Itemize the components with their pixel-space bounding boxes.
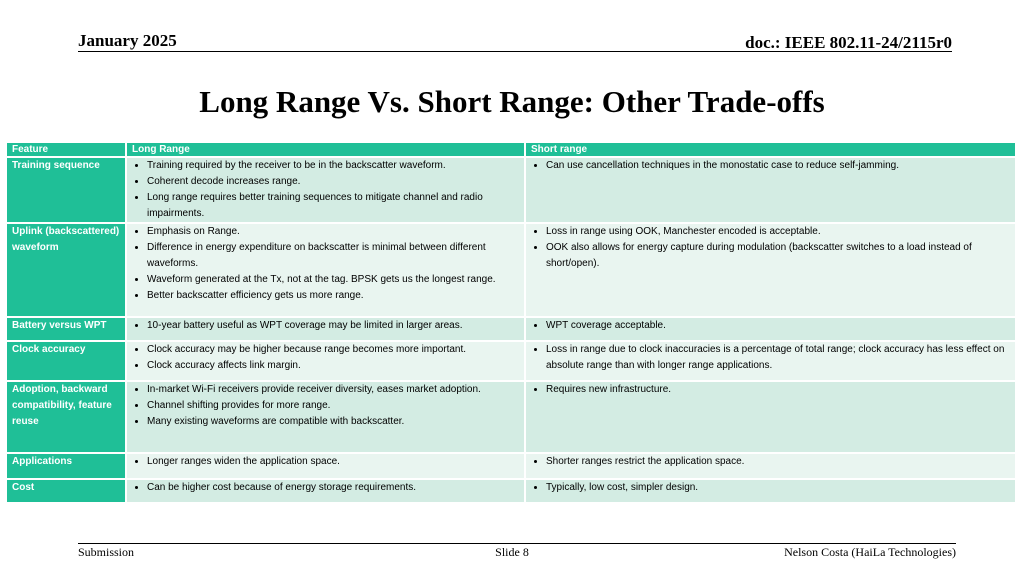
list-item: • Requires new infrastructure. xyxy=(546,382,1011,398)
col-header-feature: Feature xyxy=(7,143,127,158)
list-item: • Training required by the receiver to be in the backscatter waveform. xyxy=(147,158,520,174)
footer-divider xyxy=(78,543,956,544)
long-range-cell xyxy=(127,480,526,504)
long-range-cell xyxy=(127,454,526,480)
list-item: • Can use cancellation techniques in the monostatic case to reduce self-jamming. xyxy=(546,158,1011,174)
footer-slide-number: Slide 8 xyxy=(495,545,529,559)
col-header-long-range: Long Range xyxy=(127,143,526,158)
table-row xyxy=(7,224,1017,318)
short-range-cell xyxy=(526,382,1017,454)
feature-cell: Training sequence xyxy=(7,158,127,224)
list-item: • Shorter ranges restrict the application space. xyxy=(546,454,1011,470)
list-item: • Long range requires better training sequences to mitigate channel and radio impairments. xyxy=(147,190,520,222)
header-date: January 2025 xyxy=(78,31,177,50)
table-row xyxy=(7,342,1017,382)
feature-cell: Clock accuracy xyxy=(7,342,127,382)
footer-submission: Submission xyxy=(78,545,135,559)
list-item: • Emphasis on Range. xyxy=(147,224,520,240)
list-item: • Clock accuracy may be higher because range becomes more important. xyxy=(147,342,520,358)
list-item: • Difference in energy expenditure on backscatter is minimal between different waveforms. xyxy=(147,240,520,272)
list-item: • Coherent decode increases range. xyxy=(147,174,520,190)
header-divider xyxy=(78,51,952,52)
list-item: • In-market Wi-Fi receivers provide receiver diversity, eases market adoption. xyxy=(147,382,520,398)
short-range-cell xyxy=(526,480,1017,504)
footer-author: Nelson Costa (HaiLa Technologies) xyxy=(784,545,956,559)
list-item: • Waveform generated at the Tx, not at the tag. BPSK gets us the longest range. xyxy=(147,272,520,288)
long-range-cell xyxy=(127,342,526,382)
short-range-cell xyxy=(526,454,1017,480)
table-row xyxy=(7,382,1017,454)
list-item: • Channel shifting provides for more range. xyxy=(147,398,520,414)
short-range-cell xyxy=(526,318,1017,342)
col-header-short-range: Short range xyxy=(526,143,1017,158)
table-row xyxy=(7,318,1017,342)
list-item: • OOK also allows for energy capture during modulation (backscatter switches to a load instead of short/open). xyxy=(546,240,1011,272)
list-item: • Loss in range due to clock inaccuracies is a percentage of total range; clock accuracy has less effect on absolute range than with longer range applications. xyxy=(546,342,1011,374)
list-item: • Longer ranges widen the application space. xyxy=(147,454,520,470)
short-range-cell xyxy=(526,224,1017,318)
slide-title: Long Range Vs. Short Range: Other Trade-offs xyxy=(199,84,825,119)
table-row xyxy=(7,158,1017,224)
table-row xyxy=(7,480,1017,504)
tradeoffs-table xyxy=(7,143,1017,504)
list-item: • Can be higher cost because of energy storage requirements. xyxy=(147,480,520,496)
list-item: • Better backscatter efficiency gets us more range. xyxy=(147,288,520,304)
long-range-cell xyxy=(127,224,526,318)
list-item: • 10-year battery useful as WPT coverage may be limited in larger areas. xyxy=(147,318,520,334)
header-doc-id: doc.: IEEE 802.11-24/2115r0 xyxy=(745,33,952,52)
feature-cell: Battery versus WPT xyxy=(7,318,127,342)
table-header-row xyxy=(7,143,1017,158)
long-range-cell xyxy=(127,158,526,224)
table-row xyxy=(7,454,1017,480)
feature-cell: Adoption, backward compatibility, feature reuse xyxy=(7,382,127,454)
list-item: • Typically, low cost, simpler design. xyxy=(546,480,1011,496)
short-range-cell xyxy=(526,342,1017,382)
short-range-cell xyxy=(526,158,1017,224)
long-range-cell xyxy=(127,318,526,342)
list-item: • Many existing waveforms are compatible with backscatter. xyxy=(147,414,520,430)
feature-cell: Uplink (backscattered) waveform xyxy=(7,224,127,318)
list-item: • Clock accuracy affects link margin. xyxy=(147,358,520,374)
list-item: • Loss in range using OOK, Manchester encoded is acceptable. xyxy=(546,224,1011,240)
feature-cell: Cost xyxy=(7,480,127,504)
long-range-cell xyxy=(127,382,526,454)
feature-cell: Applications xyxy=(7,454,127,480)
list-item: • WPT coverage acceptable. xyxy=(546,318,1011,334)
